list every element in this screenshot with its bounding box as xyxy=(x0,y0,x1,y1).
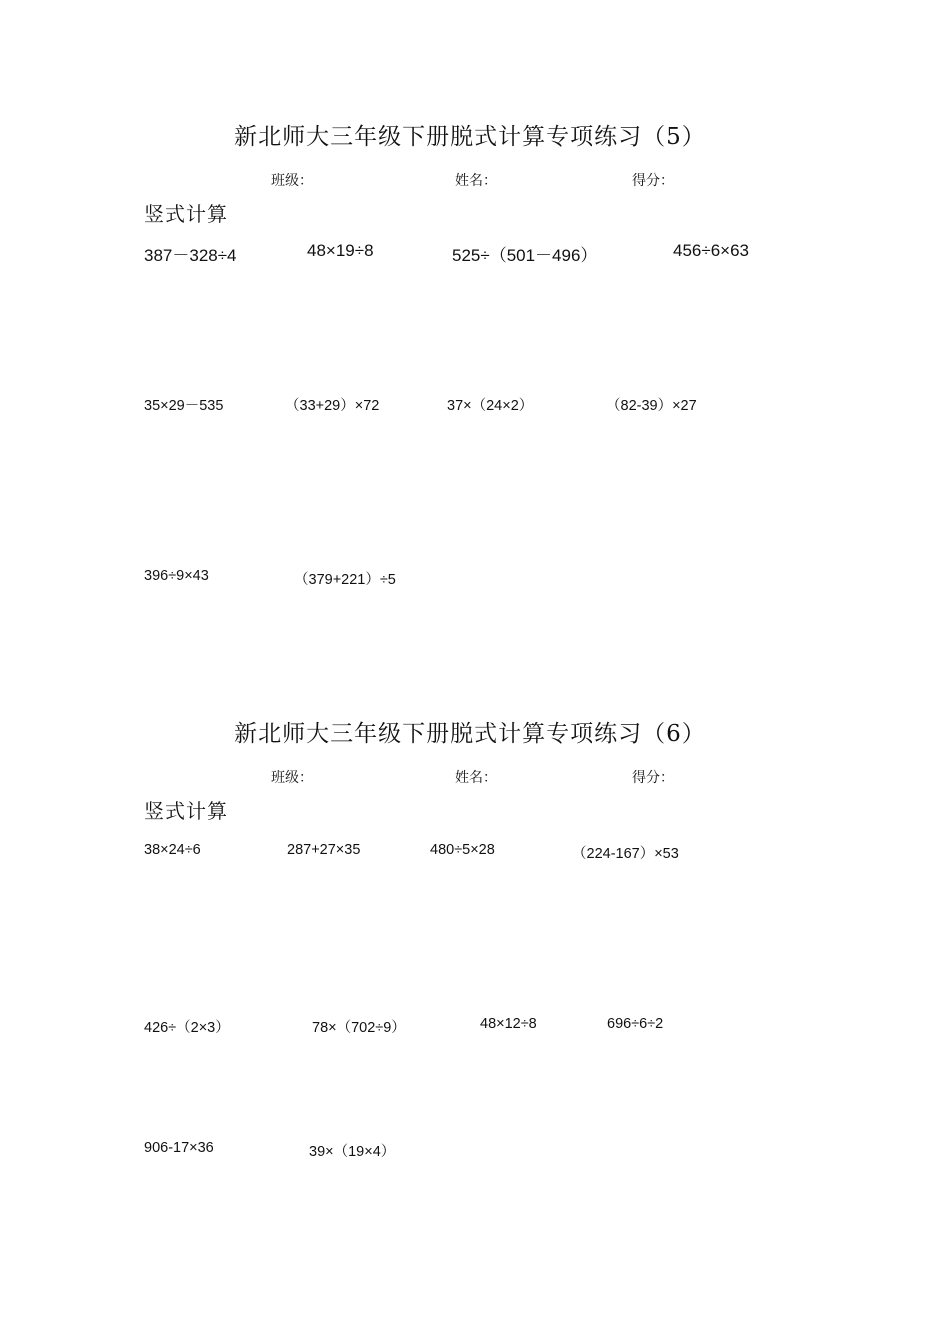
name-field-label: 姓名： xyxy=(455,770,497,786)
problem: 696÷6÷2 xyxy=(607,1016,664,1032)
problem: 35×29－535 xyxy=(144,398,224,414)
problem: 38×24÷6 xyxy=(144,842,201,858)
problem: 480÷5×28 xyxy=(430,842,495,858)
problem: 48×19÷8 xyxy=(307,241,374,260)
problem: 387－328÷4 xyxy=(144,246,237,265)
section-heading: 竖式计算 xyxy=(144,799,228,823)
score-field-label: 得分： xyxy=(632,770,674,786)
page-title: 新北师大三年级下册脱式计算专项练习（5） xyxy=(234,124,706,150)
page-title: 新北师大三年级下册脱式计算专项练习（6） xyxy=(234,721,706,747)
problem: 48×12÷8 xyxy=(480,1016,537,1032)
problem: （224-167）×53 xyxy=(572,846,679,862)
class-field-label: 班级： xyxy=(271,173,313,189)
problem: 396÷9×43 xyxy=(144,568,209,584)
section-heading: 竖式计算 xyxy=(144,202,228,226)
problem: 906-17×36 xyxy=(144,1140,214,1156)
problem: 525÷（501－496） xyxy=(452,246,598,265)
problem: 39×（19×4） xyxy=(309,1144,396,1160)
problem: 287+27×35 xyxy=(287,842,361,858)
class-field-label: 班级： xyxy=(271,770,313,786)
score-field-label: 得分： xyxy=(632,173,674,189)
name-field-label: 姓名： xyxy=(455,173,497,189)
problem: 426÷（2×3） xyxy=(144,1020,230,1036)
problem: （379+221）÷5 xyxy=(294,572,396,588)
problem: 37×（24×2） xyxy=(447,398,534,414)
problem: 78×（702÷9） xyxy=(312,1020,406,1036)
problem: （33+29）×72 xyxy=(285,398,380,414)
problem: 456÷6×63 xyxy=(673,241,749,260)
problem: （82-39）×27 xyxy=(606,398,697,414)
